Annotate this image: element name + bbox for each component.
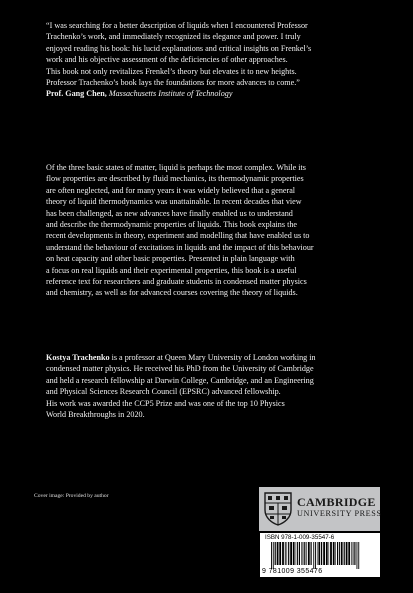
barcode-bar (357, 542, 358, 569)
barcode-bar (282, 542, 284, 565)
bio-line: World Breakthroughs in 2020. (46, 410, 145, 420)
barcode-bar (326, 542, 328, 565)
barcode-bar (308, 542, 310, 565)
barcode-bar (273, 542, 274, 569)
ean-barcode-icon (265, 542, 375, 569)
barcode-bar (290, 542, 292, 565)
publisher-name-line2: UNIVERSITY PRESS (297, 509, 382, 518)
description-line: understand the behaviour of excitations in liquids and the impact of this behaviour (46, 242, 314, 252)
description-line: and chemistry, as well as for advanced courses covering the theory of liquids. (46, 288, 298, 298)
barcode-bar (341, 542, 343, 565)
barcode-bar (323, 542, 325, 565)
barcode-bar (333, 542, 335, 565)
barcode-bar (337, 542, 338, 565)
barcode-bar (275, 542, 276, 565)
cambridge-shield-icon (264, 492, 292, 526)
description-line: and describe the thermodynamic properties of liquids. This book explains the (46, 220, 297, 230)
barcode-bar (354, 542, 355, 565)
bio-line: and held a research fellowship at Darwin College, Cambridge, and an Engineering (46, 375, 314, 385)
barcode-bar (296, 542, 297, 565)
barcode-bar (353, 542, 354, 565)
barcode-bar (344, 542, 345, 565)
quote-line: Professor Trachenko’s book lays the foundations for more advances to come.” (46, 78, 300, 88)
barcode-bar (271, 542, 272, 569)
description-line: theory of liquid thermodynamics was unattainable. In recent decades that view (46, 197, 302, 207)
quote-line: enjoyed reading his book: his lucid explanations and critical insights on Frenkel’s (46, 43, 312, 53)
isbn-barcode-box (260, 533, 380, 577)
barcode-bar (317, 542, 318, 565)
barcode-bar (311, 542, 312, 565)
barcode-digits: 9 781009 355476 (262, 568, 323, 575)
barcode-bar (293, 542, 295, 565)
barcode-bar (315, 542, 316, 569)
barcode-bar (279, 542, 281, 565)
attribution-affiliation: Massachusetts Institute of Technology (108, 89, 233, 99)
barcode-bar (287, 542, 288, 565)
barcode-bar (313, 542, 314, 569)
description-line: are often neglected, and for many years it was widely believed that a general (46, 185, 296, 195)
barcode-bar (351, 542, 352, 565)
quote-line: Trachenko’s work, and immediately recognized its elegance and power. I truly (46, 32, 301, 42)
barcode-bar (288, 542, 289, 565)
barcode-bar (330, 542, 332, 565)
barcode-bar (321, 542, 322, 565)
barcode-bar (301, 542, 302, 565)
description-line: on heat capacity and other basic properties. Presented in plain language with (46, 254, 295, 264)
bio-first-line-rest: is a professor at Queen Mary University of London working in (109, 353, 316, 362)
quote-attribution (46, 88, 368, 99)
author-bio (46, 352, 368, 420)
publisher-name (297, 496, 382, 519)
barcode-bar (285, 542, 286, 565)
quote-line: This book not only revitalizes Frenkel’s theory but elevates it to new heights. (46, 66, 297, 76)
attribution-name: Prof. Gang Chen, (46, 89, 107, 99)
barcode-bar (339, 542, 340, 565)
barcode-bar (304, 542, 305, 565)
barcode-bar (299, 542, 300, 565)
book-description (46, 162, 368, 299)
barcode-bar (297, 542, 298, 565)
barcode-bar (329, 542, 330, 565)
description-line: Of the three basic states of matter, liquid is perhaps the most complex. While its (46, 163, 306, 172)
bio-line: His work was awarded the CCP5 Prize and was one of the top 10 Physics (46, 398, 285, 408)
publisher-logo-box (259, 487, 380, 531)
barcode-bar (318, 542, 320, 565)
barcode-bar (277, 542, 279, 565)
bio-line: condensed matter physics. He received his PhD from the University of Cambridge (46, 364, 314, 374)
description-line: a focus on real liquids and their experimental properties, this book is a useful (46, 265, 297, 275)
publisher-name-line1: CAMBRIDGE (297, 495, 376, 509)
barcode-bar (346, 542, 348, 565)
author-name: Kostya Trachenko (46, 353, 110, 362)
bio-line: and Physical Sciences Research Council (EPSRC) advanced fellowship. (46, 387, 281, 397)
quote-line: work and his objective assessment of the deficiencies of other approaches. (46, 55, 288, 65)
description-line: recent developments in theory, experiment and modelling that have enabled us to (46, 231, 310, 241)
quote-line: “I was searching for a better description of liquids when I encountered Professor (46, 21, 308, 30)
barcode-bar (348, 542, 350, 565)
isbn-label: ISBN 978-1-009-35547-6 (265, 534, 335, 541)
description-line: reference text for researchers and graduate students in condensed matter physics (46, 277, 307, 287)
bio-first-line (46, 352, 368, 363)
barcode-bar (358, 542, 359, 569)
barcode-bar (335, 542, 336, 565)
barcode-bar (306, 542, 307, 565)
cover-image-credit: Cover image: Provided by author (34, 493, 109, 499)
description-line: flow properties are described by fluid mechanics, its thermodynamic properties (46, 174, 304, 184)
description-line: has been challenged, as new advances have finally enabled us to understand (46, 208, 293, 218)
endorsement-quote (46, 20, 368, 100)
barcode-bar (303, 542, 304, 565)
